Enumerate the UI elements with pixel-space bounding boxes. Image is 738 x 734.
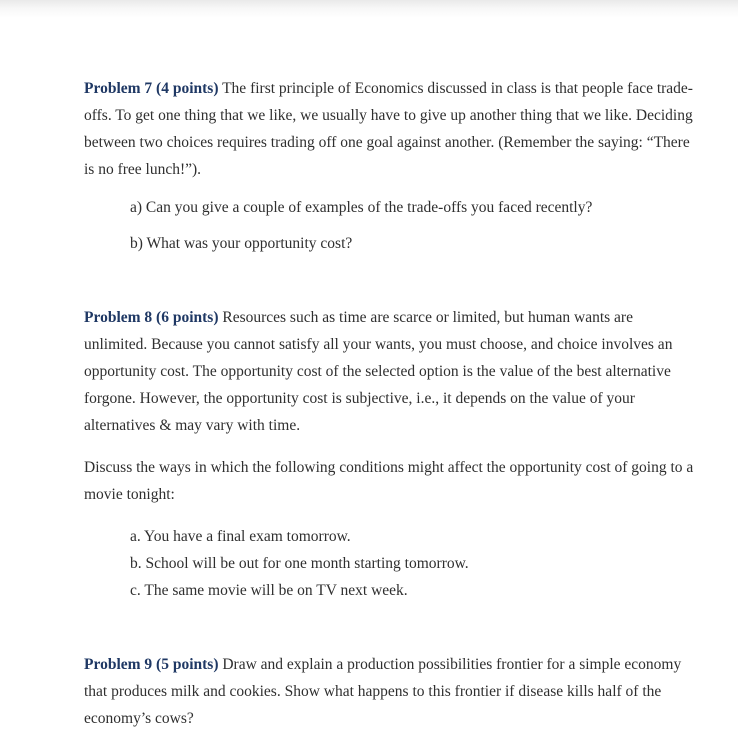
problem-7-questions [84, 194, 694, 257]
problem-8-paragraph [84, 304, 694, 439]
document-page [84, 75, 694, 732]
problem-9 [84, 651, 694, 732]
page-top-shadow [0, 0, 738, 18]
problem-8-condition-c: c. The same movie will be on TV next week. [130, 582, 408, 599]
problem-7-heading: Problem 7 (4 points) [84, 80, 219, 97]
problem-7-question-a: a) Can you give a couple of examples of the trade-offs you faced recently? [130, 199, 593, 216]
problem-7-text: The first principle of Economics discussed in class is that people face trade-offs. To get one thing that we like, we usually have to give up another thing that we like. Deciding between two choices requires trading off one goal against another. (Remember the saying: “There is no free lunch!”). [84, 80, 693, 178]
problem-8-condition-b: b. School will be out for one month starting tomorrow. [130, 555, 469, 572]
problem-8-heading: Problem 8 (6 points) [84, 309, 219, 326]
problem-9-heading: Problem 9 (5 points) [84, 656, 219, 673]
problem-9-text: Draw and explain a production possibilities frontier for a simple economy that produces milk and cookies. Show what happens to this frontier if disease kills half of the economy’s cows? [84, 656, 682, 727]
problem-8-condition-a: a. You have a final exam tomorrow. [130, 528, 351, 545]
problem-9-paragraph [84, 651, 694, 732]
problem-8 [84, 304, 694, 604]
problem-7-question-b: b) What was your opportunity cost? [130, 235, 353, 252]
problem-8-conditions [84, 523, 694, 604]
problem-8-text: Resources such as time are scarce or limited, but human wants are unlimited. Because you cannot satisfy all your wants, you must choose, and choice involves an opportunity cost. The opportunity cost of the selected option is the value of the best alternative forgone. However, the opportunity cost is subjective, i.e., it depends on the value of your alternatives & may vary with time. [84, 309, 673, 434]
problem-8-discussion: Discuss the ways in which the following conditions might affect the opportunity cost of going to a movie tonight: [84, 459, 694, 503]
problem-7-paragraph [84, 75, 694, 183]
problem-7 [84, 75, 694, 257]
